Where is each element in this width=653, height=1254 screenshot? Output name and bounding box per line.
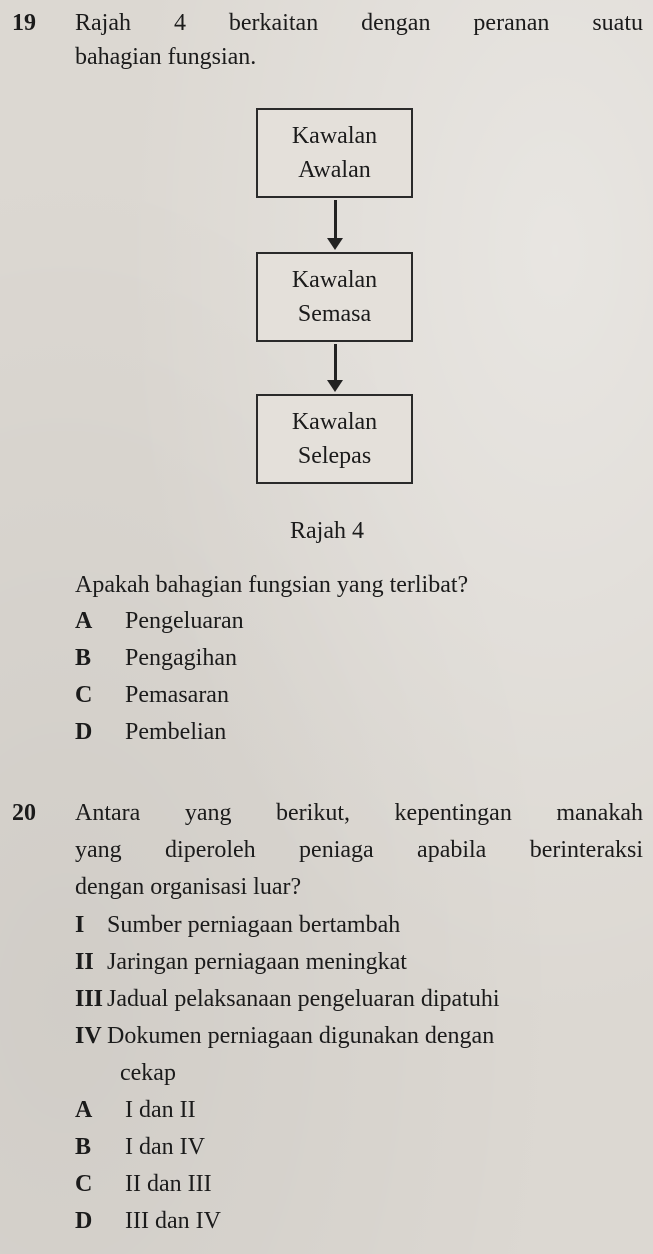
option-text: Pengagihan — [125, 645, 237, 671]
flow-box-2-line-2: Semasa — [297, 301, 372, 327]
statement-numeral: III — [75, 986, 104, 1012]
option-letter: A — [75, 608, 93, 634]
question-20-option-b[interactable] — [75, 1134, 205, 1161]
flow-box-3-line-1: Kawalan — [291, 409, 378, 435]
flow-box-3-line-2: Selepas — [297, 443, 372, 469]
flow-box-1-line-1: Kawalan — [291, 123, 378, 149]
option-letter: A — [75, 1097, 93, 1123]
statement-text: Jadual pelaksanaan pengeluaran dipatuhi — [107, 986, 500, 1012]
flow-box-kawalan-selepas — [256, 394, 413, 484]
question-20-option-a[interactable] — [75, 1097, 196, 1124]
statement-text: Jaringan perniagaan meningkat — [107, 949, 407, 975]
option-text: I dan IV — [125, 1134, 205, 1160]
option-letter: C — [75, 1171, 93, 1197]
option-text: I dan II — [125, 1097, 196, 1123]
option-letter: B — [75, 645, 92, 671]
statement-numeral: I — [75, 912, 85, 938]
statement-iv — [75, 1023, 494, 1050]
statement-numeral: IV — [75, 1023, 102, 1049]
statement-numeral: II — [75, 949, 94, 975]
question-20-stem-line-2: yang diperoleh peniaga apabila berinteraksi — [75, 837, 643, 863]
question-20-number: 20 — [12, 800, 36, 826]
question-19-option-a[interactable] — [75, 608, 244, 635]
flow-box-1-line-2: Awalan — [298, 157, 371, 183]
flow-box-2-line-1: Kawalan — [291, 267, 378, 293]
flow-box-kawalan-semasa — [256, 252, 413, 342]
question-19-stem-line-1: Rajah 4 berkaitan dengan peranan suatu — [75, 10, 643, 36]
statement-iv-continuation: cekap — [120, 1060, 176, 1086]
option-letter: C — [75, 682, 93, 708]
question-19-option-b[interactable] — [75, 645, 237, 672]
option-text: Pemasaran — [125, 682, 229, 708]
question-19-option-d[interactable] — [75, 719, 226, 746]
question-19-stem-line-2: bahagian fungsian. — [75, 44, 257, 70]
flow-arrow-1 — [326, 200, 346, 252]
option-letter: B — [75, 1134, 92, 1160]
question-19-prompt: Apakah bahagian fungsian yang terlibat? — [75, 572, 469, 598]
option-text: Pembelian — [125, 719, 227, 745]
statement-text: Sumber perniagaan bertambah — [107, 912, 401, 938]
question-20-stem-line-3: dengan organisasi luar? — [75, 874, 302, 900]
question-20-option-d[interactable] — [75, 1208, 221, 1235]
option-text: Pengeluaran — [125, 608, 244, 634]
option-text: II dan III — [125, 1171, 212, 1197]
option-letter: D — [75, 719, 93, 745]
flow-arrow-2 — [326, 344, 346, 394]
statement-iii — [75, 986, 500, 1013]
question-19-number: 19 — [12, 10, 36, 36]
statement-text: Dokumen perniagaan digunakan dengan — [107, 1023, 495, 1049]
question-20-stem-line-1: Antara yang berikut, kepentingan manakah — [75, 800, 643, 826]
option-letter: D — [75, 1208, 93, 1234]
flow-box-kawalan-awalan — [256, 108, 413, 198]
option-text: III dan IV — [125, 1208, 221, 1234]
question-20-option-c[interactable] — [75, 1171, 212, 1198]
statement-ii — [75, 949, 407, 976]
question-19-option-c[interactable] — [75, 682, 229, 709]
statement-i — [75, 912, 400, 939]
diagram-caption: Rajah 4 — [290, 518, 364, 544]
